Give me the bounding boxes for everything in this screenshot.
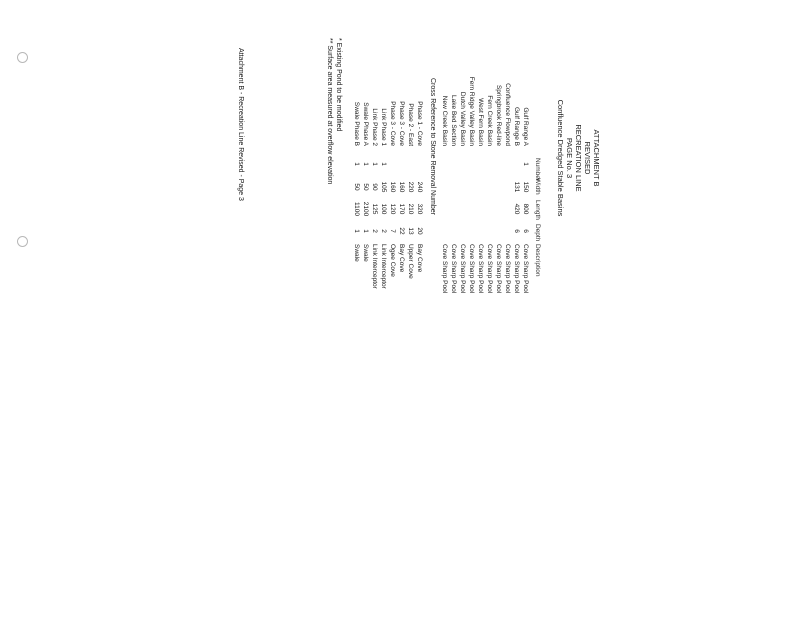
row-name: Swale Phase B	[353, 101, 360, 146]
row-description: Cove Sharp Pool	[486, 244, 493, 294]
row-depth: 13	[407, 227, 414, 235]
row-length: 100	[380, 203, 387, 215]
row-length: 2100	[362, 201, 369, 217]
row-depth: 22	[398, 227, 405, 235]
row-length: 320	[416, 203, 423, 215]
table-row	[465, 38, 475, 294]
row-depth: 2	[380, 229, 387, 233]
row-name: Confluence Flowpond	[504, 83, 511, 146]
row-description: Bay Cove	[416, 244, 423, 273]
row-name: Swale Phase A	[362, 102, 369, 146]
row-width: 50	[362, 183, 369, 191]
table-row	[368, 38, 378, 289]
header-line-5: Confluence Dredged Stable Basins	[556, 99, 565, 217]
row-description: Cove Sharp Pool	[468, 244, 475, 294]
header-line-3: RECREATION LINE	[574, 124, 583, 192]
row-name: Phase 3 - Cove	[398, 101, 405, 146]
row-length: 120	[389, 203, 396, 215]
row-length: 420	[513, 203, 520, 215]
row-description: Ogee Cove	[389, 244, 396, 277]
row-name: Phase 3 - Cove	[389, 101, 396, 146]
col-length: Length	[534, 200, 541, 220]
row-description: Cove Sharp Pool	[522, 244, 529, 294]
row-depth: 6	[513, 229, 520, 233]
row-name: Dutch Valley Basin	[459, 91, 466, 146]
table-row	[447, 38, 457, 294]
row-length: 125	[371, 203, 378, 215]
row-width: 160	[389, 181, 396, 193]
row-depth: 2	[371, 229, 378, 233]
table-row	[386, 38, 395, 278]
table-row	[474, 38, 484, 294]
row-length: 800	[522, 203, 529, 215]
table-row	[404, 38, 413, 278]
row-name: West Fern Basin	[477, 98, 484, 146]
footnote-2: ** Surface area measured at overflow elevation	[326, 38, 333, 185]
row-name: Link Phase 1	[380, 108, 387, 146]
row-description: Cove Sharp Pool	[495, 244, 502, 294]
row-length: 170	[398, 203, 405, 215]
row-name: New Creek Basin	[441, 95, 448, 146]
header-line-2: REVISED	[583, 141, 592, 175]
table-row	[395, 38, 404, 278]
row-length: 210	[407, 203, 414, 215]
row-depth: 1	[353, 229, 360, 233]
row-description: Cove Sharp Pool	[477, 244, 484, 294]
table-row	[519, 38, 529, 294]
row-name: Gulf Range B	[513, 106, 520, 146]
row-depth: 7	[389, 229, 396, 233]
row-width: 220	[407, 181, 414, 193]
section-subheading: Cross Reference to Stone Removal Number	[429, 78, 436, 215]
col-width: Width	[534, 178, 541, 195]
col-description: Description	[534, 244, 541, 277]
row-description: Link Interceptor	[371, 244, 378, 289]
row-description: Cove Sharp Pool	[441, 244, 448, 294]
table-row	[413, 38, 422, 278]
page-footer: Attachment B - Recreation Line Revised - Page 3	[237, 48, 244, 201]
row-number: 1	[362, 162, 369, 166]
col-depth: Depth	[534, 224, 541, 242]
row-number: 1	[353, 162, 360, 166]
footnote-1: * Existing Pond to be modified	[335, 38, 342, 132]
table-row	[350, 38, 359, 278]
row-width: 160	[398, 181, 405, 193]
row-description: Upper Cove	[407, 244, 414, 279]
table-row	[492, 38, 502, 294]
table-row	[483, 38, 493, 294]
punch-hole-top	[17, 52, 28, 63]
row-description: Cove Sharp Pool	[504, 244, 511, 294]
row-name: Link Phase 2	[371, 108, 378, 146]
row-length: 1100	[353, 202, 360, 216]
row-description: Swale	[353, 244, 360, 262]
table-row	[438, 38, 448, 294]
row-description: Cove Sharp Pool	[513, 244, 520, 294]
row-width: 240	[416, 181, 423, 193]
row-width: 105	[380, 181, 387, 193]
table-row	[501, 38, 511, 294]
row-number: 1	[371, 162, 378, 166]
row-width: 150	[522, 181, 529, 193]
row-width: 50	[353, 183, 360, 191]
rotated-document-page	[150, 38, 601, 294]
row-width: 90	[371, 183, 378, 191]
table-row	[377, 38, 387, 289]
row-description: Swale	[362, 244, 369, 262]
row-name: Phase 1 - Cove	[416, 101, 423, 146]
header-line-1: ATTACHMENT B	[592, 129, 601, 187]
row-name: Springbrook Red-line	[495, 84, 502, 146]
row-description: Cove Sharp Pool	[459, 244, 466, 294]
row-description: Bay Cove	[398, 244, 405, 273]
table-row	[510, 38, 520, 294]
row-width: 131	[513, 181, 520, 193]
row-number: 1	[522, 162, 529, 166]
row-name: Fern Ridge Valley Basin	[468, 76, 475, 146]
row-description: Link Interceptor	[380, 244, 387, 289]
table-row	[456, 38, 466, 294]
col-number: Number	[534, 158, 541, 182]
table-row	[359, 38, 368, 278]
row-number: 1	[380, 162, 387, 166]
header-line-4: PAGE No. 3	[565, 137, 574, 179]
row-depth: 20	[416, 227, 423, 235]
row-depth: 1	[362, 229, 369, 233]
row-depth: 6	[522, 229, 529, 233]
row-name: Phase 2 - East	[407, 103, 414, 146]
row-description: Cove Sharp Pool	[450, 244, 457, 294]
row-name: Gulf Range A	[522, 107, 529, 146]
row-name: Fern Creek Basin	[486, 95, 493, 146]
row-name: Lake Bed Section	[450, 95, 457, 146]
punch-hole-bottom	[17, 236, 28, 247]
